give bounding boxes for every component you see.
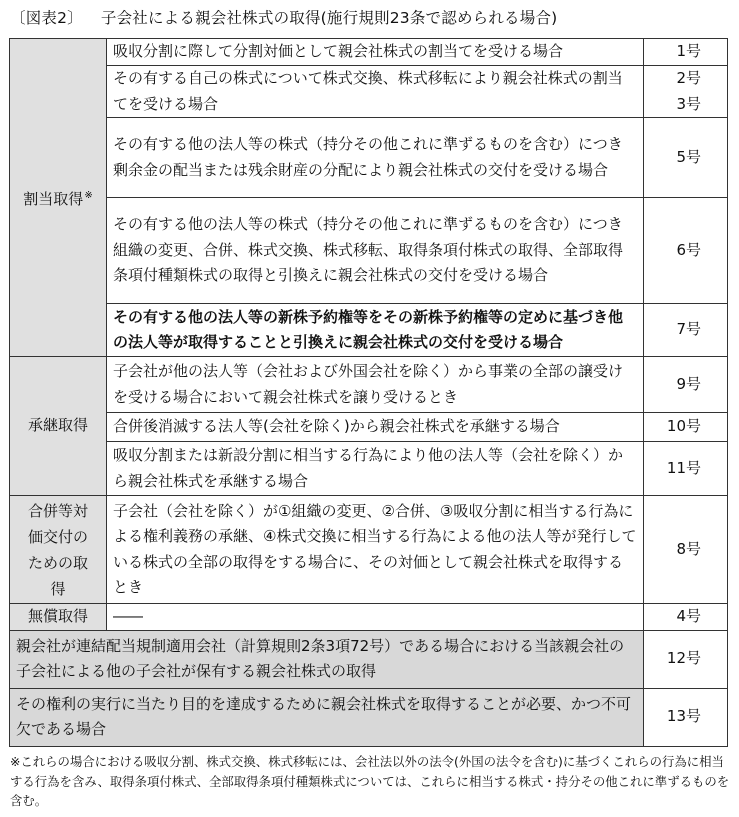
figure-label: 〔図表2〕 xyxy=(10,9,83,27)
article-number: 13号 xyxy=(644,688,728,746)
article-number: 11号 xyxy=(644,442,728,496)
table-row xyxy=(10,413,728,442)
row-text: 吸収分割に際して分割対価として親会社株式の割当てを受ける場合 xyxy=(107,39,644,66)
article-number: 6号 xyxy=(644,198,728,304)
row-text: その有する他の法人等の株式（持分その他これに準ずるものを含む）につき組織の変更、合併、株式交換、株式移転、取得条項付株式の取得、全部取得条項付種類株式の取得と引換えに親会社株式の交付を受ける場合 xyxy=(107,198,644,304)
table-row xyxy=(10,442,728,496)
article-number: 12号 xyxy=(644,630,728,688)
footnote: ※これらの場合における吸収分割、株式交換、株式移転には、会社法以外の法令(外国の法令を含む)に基づくこれらの行為に相当する行為を含み、取得条項付株式、全部取得条項付種類株式については、これらに相当する株式・持分その他これに準ずるものを含む。 xyxy=(10,754,730,808)
row-text: 親会社が連結配当規制適用会社（計算規則2条3項72号）である場合における当該親会社の子会社による他の子会社が保有する親会社株式の取得 xyxy=(10,630,644,688)
category-allotment: 割当取得※ xyxy=(10,39,107,357)
category-succession: 承継取得 xyxy=(10,357,107,496)
article-number: 5号 xyxy=(644,118,728,198)
row-text: 吸収分割または新設分割に相当する行為により他の法人等（会社を除く）から親会社株式を承継する場合 xyxy=(107,442,644,496)
row-text: その有する他の法人等の新株予約権等をその新株予約権等の定めに基づき他の法人等が取得することと引換えに親会社株式の交付を受ける場合 xyxy=(107,304,644,357)
article-number: 8号 xyxy=(644,496,728,604)
article-number: 1号 xyxy=(644,39,728,66)
table-row xyxy=(10,604,728,631)
table-row xyxy=(10,357,728,413)
row-text: その有する自己の株式について株式交換、株式移転により親会社株式の割当てを受ける場合 xyxy=(107,66,644,118)
table-row xyxy=(10,630,728,688)
row-text: 子会社が他の法人等（会社および外国会社を除く）から事業の全部の譲受けを受ける場合において親会社株式を譲り受けるとき xyxy=(107,357,644,413)
table-row xyxy=(10,39,728,66)
footnote-mark: ※ xyxy=(84,189,93,201)
row-text: その権利の実行に当たり目的を達成するために親会社株式を取得することが必要、かつ不可欠である場合 xyxy=(10,688,644,746)
category-gratuitous: 無償取得 xyxy=(10,604,107,631)
article-number: 4号 xyxy=(644,604,728,631)
article-number: 2号 3号 xyxy=(644,66,728,118)
article-number: 10号 xyxy=(644,413,728,442)
row-text: 合併後消滅する法人等(会社を除く)から親会社株式を承継する場合 xyxy=(107,413,644,442)
category-merger-consideration: 合併等対価交付のための取得 xyxy=(10,496,107,604)
table-row xyxy=(10,118,728,198)
figure-title-text: 子会社による親会社株式の取得(施行規則23条で認められる場合) xyxy=(100,9,558,27)
article-number: 7号 xyxy=(644,304,728,357)
row-text: 子会社（会社を除く）が①組織の変更、②合併、③吸収分割に相当する行為による権利義務の承継、④株式交換に相当する行為による他の法人等が発行している株式の全部の取得をする場合に、その対価として親会社株式を取得するとき xyxy=(107,496,644,604)
table-row xyxy=(10,198,728,304)
table-row xyxy=(10,304,728,357)
row-text: その有する他の法人等の株式（持分その他これに準ずるものを含む）につき剰余金の配当または残余財産の分配により親会社株式の交付を受ける場合 xyxy=(107,118,644,198)
figure-title xyxy=(10,6,557,28)
table-row xyxy=(10,496,728,604)
table-row xyxy=(10,688,728,746)
share-acquisition-table xyxy=(9,38,728,747)
table-row xyxy=(10,66,728,118)
article-number: 9号 xyxy=(644,357,728,413)
row-text: ―― xyxy=(107,604,644,631)
